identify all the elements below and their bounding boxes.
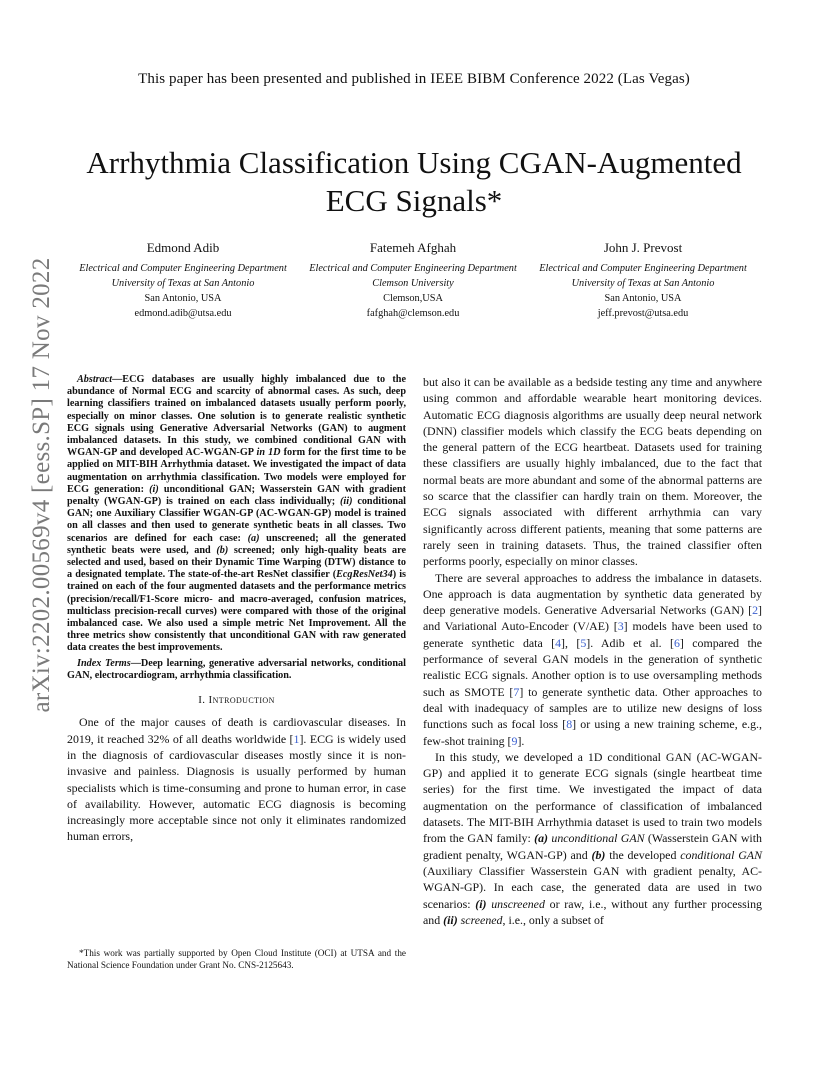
arxiv-identifier: arXiv:2202.00569v4 [eess.SP] 17 Nov 2022 bbox=[28, 257, 55, 713]
abstract bbox=[67, 374, 406, 655]
paragraph-text: ], [ bbox=[561, 635, 581, 650]
right-column bbox=[423, 374, 762, 928]
index-terms-text: —Deep learning, generative adversarial networks, conditional GAN, electrocardiogram, arrhythmia classification. bbox=[67, 657, 406, 681]
right-paragraph-3 bbox=[423, 749, 762, 928]
paper-title bbox=[40, 144, 788, 220]
paragraph-text: (Auxiliary Classifier Wasserstein GAN with gradient penalty, AC-WGAN-GP). In each case, the generated data are used in two scenarios: bbox=[423, 863, 762, 911]
abstract-italic: (b) bbox=[216, 544, 229, 556]
footnote: *This work was partially supported by Open Cloud Institute (OCI) at UTSA and the National Science Foundation under Grant No. CNS-2125643. bbox=[67, 948, 406, 970]
abstract-text: —ECG databases are usually highly imbalanced due to the abundance of Normal ECG and scarcity of abnormal cases. As such, deep learning classifiers trained on imbalanced datasets usually perform poorly, especially on minor classes. One solution is to generate realistic synthetic ECG signals using Generative Adversarial Networks (GAN) to augment imbalanced datasets. In this study, we combined conditional GAN with WGAN-GP and developed AC-WGAN-GP bbox=[67, 374, 406, 459]
index-terms bbox=[67, 658, 406, 682]
emphasis: (ii) bbox=[443, 912, 458, 927]
author-3 bbox=[528, 238, 758, 321]
abstract-text: conditional GAN; one Auxiliary Classifier WGAN-GP (AC-WGAN-GP) model is trained on all classes and then used to generate synthetic beats in all classes. Two scenarios are defined for each case: bbox=[67, 496, 407, 544]
paragraph-text: There are several approaches to address the imbalance in datasets. One approach is data augmentation by synthetic data generated by deep generative models. Generative Adversarial Networks (GAN) [ bbox=[423, 570, 762, 618]
paragraph-text: (Wasserstein GAN with gradient penalty, WGAN-GP) and bbox=[423, 831, 762, 862]
emphasis: screened bbox=[460, 912, 503, 927]
citation-link[interactable]: 4 bbox=[555, 635, 562, 650]
citation-link[interactable]: 9 bbox=[511, 733, 518, 748]
right-paragraph-2 bbox=[423, 570, 762, 749]
author-university: University of Texas at San Antonio bbox=[571, 278, 715, 289]
citation-link[interactable]: 8 bbox=[566, 717, 573, 732]
paragraph-text: ] models have been used to generate synthetic data [ bbox=[423, 619, 763, 650]
author-name: Fatemeh Afghah bbox=[369, 240, 457, 255]
author-1 bbox=[68, 238, 298, 321]
paragraph-text: ]. bbox=[517, 733, 525, 748]
author-city: Clemson,USA bbox=[383, 293, 443, 304]
citation-link[interactable]: 2 bbox=[752, 603, 759, 618]
author-city: San Antonio, USA bbox=[144, 293, 222, 304]
abstract-text: unconditional GAN; Wasserstein GAN with gradient penalty (WGAN-GP) is trained on each class individually; bbox=[67, 483, 406, 508]
arxiv-sidebar bbox=[22, 257, 62, 713]
paragraph-text: ] or using a new training scheme, e.g., few-shot training [ bbox=[423, 717, 763, 748]
citation-link[interactable]: 6 bbox=[673, 635, 680, 650]
index-terms-lead: Index Terms bbox=[77, 657, 131, 669]
citation-link[interactable]: 1 bbox=[293, 731, 300, 746]
citation-link[interactable]: 7 bbox=[513, 684, 520, 699]
author-university: Clemson University bbox=[372, 278, 454, 289]
emphasis: conditional GAN bbox=[680, 847, 762, 862]
emphasis: unscreened bbox=[491, 896, 545, 911]
abstract-text: ) is trained on each of the four augmented datasets and the performance metrics (precision/recall/F1-Score micro- and macro-averaged, confusion matrices, multiclass precision-recall curves) were compared with those of the original imbalanced case. We also used a simple metric Net Improvement. All the three metrics show consistently that unconditional GAN with raw generated data creates the best improvements. bbox=[67, 569, 407, 654]
emphasis: (b) bbox=[591, 847, 606, 862]
paragraph-text: ] compared the performance of several GAN models in the generation of synthetic realistic ECG signals. Another option is to use oversampling methods such as SMOTE [ bbox=[423, 635, 763, 699]
abstract-text: unscreened; all the generated synthetic beats were used, and bbox=[67, 532, 407, 556]
author-block bbox=[68, 238, 758, 321]
author-email: fafghah@clemson.edu bbox=[366, 308, 460, 319]
paragraph-text: ] to generate synthetic data. Other approaches to deal with inadequacy of samples are to utilize new designs of loss functions such as focal loss [ bbox=[423, 684, 762, 732]
emphasis: (i) bbox=[475, 896, 487, 911]
conference-notice: This paper has been presented and published in IEEE BIBM Conference 2022 (Las Vegas) bbox=[138, 71, 690, 87]
abstract-italic: EcgResNet34 bbox=[336, 569, 393, 581]
intro-paragraph-1 bbox=[67, 714, 406, 844]
paragraph-text: One of the major causes of death is cardiovascular diseases. In 2019, it reached 32% of all deaths worldwide [ bbox=[67, 715, 406, 746]
title-line-2: ECG Signals* bbox=[325, 183, 503, 218]
author-department: Electrical and Computer Engineering Department bbox=[309, 263, 517, 274]
citation-link[interactable]: 5 bbox=[580, 635, 587, 650]
paragraph-text: ] and Variational Auto-Encoder (V/AE) [ bbox=[423, 603, 762, 634]
abstract-text: form for the first time to be applied on MIT-BIH Arrhythmia dataset. We investigated the impact of data augmentation on arrhythmia classification. Two models were employed for ECG generation: bbox=[67, 447, 406, 495]
abstract-italic: (i) bbox=[149, 483, 159, 495]
abstract-lead: Abstract bbox=[77, 374, 113, 385]
author-name: John J. Prevost bbox=[603, 240, 683, 255]
right-paragraph-1: but also it can be available as a bedside testing any time and anywhere using common and affordable wearable heart monitoring devices. Automatic ECG diagnosis algorithms are usually deep neural network (DNN) classifier models which classify the ECG beats depending on the general pattern of the ECG heartbeat. Datasets used for training these classifiers are usually highly imbalanced, due to the fact that normal beats are more abundant and some of the abnormal patterns are so scarce that the classifier can hardly train on them. Moreover, the ECG signals associated with different arrhythmia can vary significantly across different patients, meaning that some patterns are rarely seen in training datasets. Thus, the trained classifier often performs poorly, especially on minor classes. bbox=[423, 375, 762, 569]
left-column bbox=[67, 374, 406, 845]
citation-link[interactable]: 3 bbox=[617, 619, 624, 634]
author-email: jeff.prevost@utsa.edu bbox=[597, 308, 689, 319]
paragraph-text: the developed bbox=[605, 847, 681, 862]
emphasis: (a) bbox=[534, 831, 549, 846]
author-email: edmond.adib@utsa.edu bbox=[134, 308, 232, 319]
paragraph-text: ]. Adib et al. [ bbox=[586, 635, 674, 650]
author-university: University of Texas at San Antonio bbox=[111, 278, 255, 289]
abstract-italic: (a) bbox=[247, 532, 260, 544]
abstract-italic: (ii) bbox=[340, 496, 353, 508]
abstract-text: screened; only high-quality beats are selected and used, based on their Dynamic Time Warping (DTW) distance to a designated template. The state-of-the-art ResNet classifier ( bbox=[67, 544, 406, 581]
author-2 bbox=[298, 238, 528, 321]
author-city: San Antonio, USA bbox=[604, 293, 682, 304]
emphasis: unconditional GAN bbox=[551, 831, 645, 846]
author-name: Edmond Adib bbox=[146, 240, 220, 255]
author-department: Electrical and Computer Engineering Department bbox=[79, 263, 287, 274]
paragraph-text: In this study, we developed a 1D conditional GAN (AC-WGAN-GP) and applied it to generate ECG signals (single heartbeat time series) for the first time. We investigated the impact of data augmentation on the performance of classification of imbalanced datasets. The MIT-BIH Arrhythmia dataset is used to train two models from the GAN family: bbox=[423, 749, 762, 846]
paragraph-text: ]. ECG is widely used in the diagnosis of cardiovascular diseases mostly since it is non-invasive and painless. Diagnosis is usually performed by human specialists which is time-consuming and prone to human error, in case of availability. However, automatic ECG diagnosis is becoming increasingly more acceptable since not only it eliminates randomized human errors, bbox=[67, 731, 406, 844]
abstract-italic: in 1D bbox=[256, 447, 281, 459]
paragraph-text: , i.e., only a subset of bbox=[502, 912, 604, 927]
section-heading-introduction: I. Introduction bbox=[198, 694, 275, 707]
author-department: Electrical and Computer Engineering Department bbox=[539, 263, 747, 274]
title-line-1: Arrhythmia Classification Using CGAN-Augmented bbox=[86, 145, 742, 180]
paragraph-text: or raw, i.e., without any further processing and bbox=[423, 896, 762, 927]
